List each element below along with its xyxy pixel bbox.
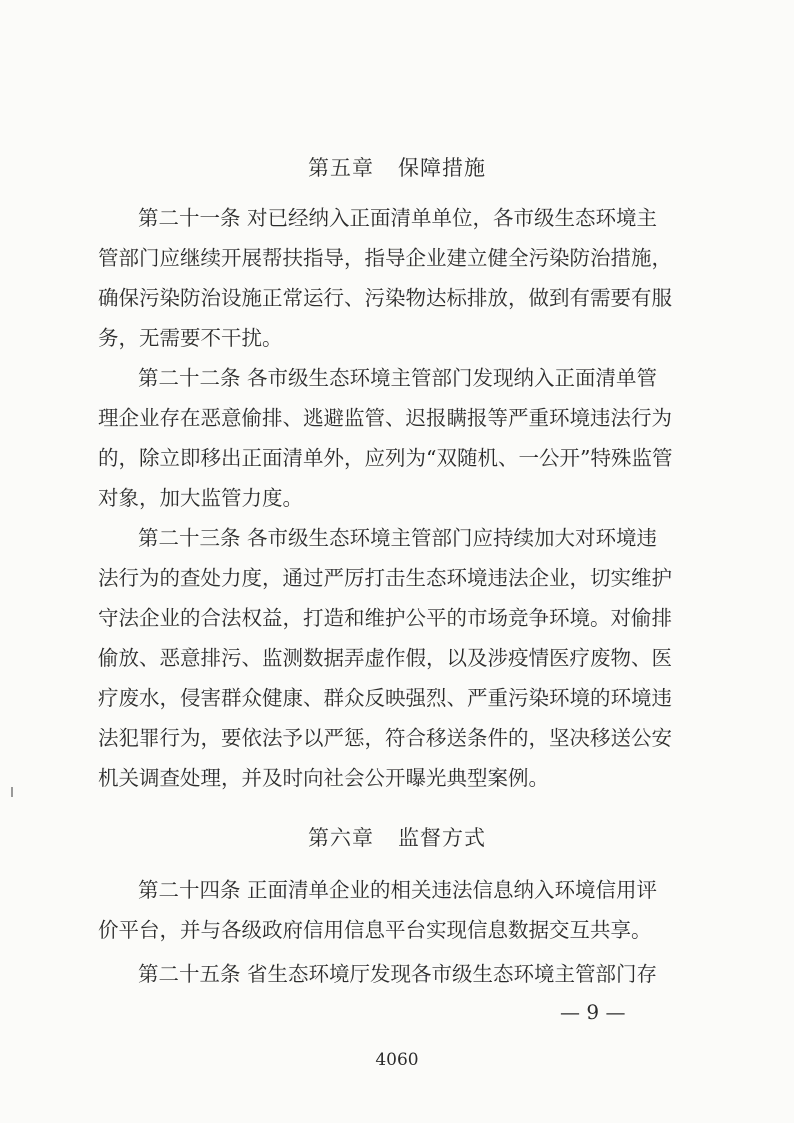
chapter-6-title: 监督方式 <box>398 826 486 850</box>
article-22 <box>98 358 673 518</box>
article-25 <box>138 954 664 994</box>
chapter-5-number: 第五章 <box>308 156 374 180</box>
text-line: 管部门应继续开展帮扶指导，指导企业建立健全污染防治措施， <box>98 246 672 270</box>
chapter-6-number: 第六章 <box>308 826 374 850</box>
footer-number: 4060 <box>375 1050 419 1070</box>
text-line: 的，除立即移出正面清单外，应列为“双随机、一公开”特殊监管 <box>98 446 673 470</box>
text-line: 第二十三条 各市级生态环境主管部门应持续加大对环境违 <box>138 526 658 550</box>
text-line: 第二十二条 各市级生态环境主管部门发现纳入正面清单管 <box>138 366 658 390</box>
article-21 <box>98 198 672 358</box>
text-line: 第二十五条 省生态环境厅发现各市级生态环境主管部门存 <box>138 962 658 986</box>
text-line: 第二十四条 正面清单企业的相关违法信息纳入环境信用评 <box>138 878 658 902</box>
text-line: 法犯罪行为，要依法予以严惩，符合移送条件的，坚决移送公安 <box>98 726 672 750</box>
scan-mark <box>11 787 13 797</box>
article-24 <box>98 870 664 950</box>
text-line: 价平台，并与各级政府信用信息平台实现信息数据交互共享。 <box>98 918 652 942</box>
text-line: 法行为的查处力度，通过严厉打击生态环境违法企业，切实维护 <box>98 566 672 590</box>
text-line: 守法企业的合法权益，打造和维护公平的市场竞争环境。对偷排 <box>98 606 672 630</box>
chapter-6-heading <box>0 822 794 852</box>
text-line: 疗废水，侵害群众健康、群众反映强烈、严重污染环境的环境违 <box>98 686 672 710</box>
page-number: — 9 — <box>560 1000 626 1024</box>
text-line: 机关调查处理，并及时向社会公开曝光典型案例。 <box>98 766 549 790</box>
text-line: 理企业存在恶意偷排、逃避监管、迟报瞒报等严重环境违法行为 <box>98 406 672 430</box>
text-line: 对象，加大监管力度。 <box>98 486 303 510</box>
article-23 <box>98 518 672 798</box>
chapter-5-heading <box>0 152 794 182</box>
text-line: 确保污染防治设施正常运行、污染物达标排放，做到有需要有服 <box>98 286 672 310</box>
text-line: 第二十一条 对已经纳入正面清单单位，各市级生态环境主 <box>138 206 658 230</box>
text-line: 务，无需要不干扰。 <box>98 326 283 350</box>
chapter-5-title: 保障措施 <box>398 156 486 180</box>
text-line: 偷放、恶意排污、监测数据弄虚作假，以及涉疫情医疗废物、医 <box>98 646 672 670</box>
